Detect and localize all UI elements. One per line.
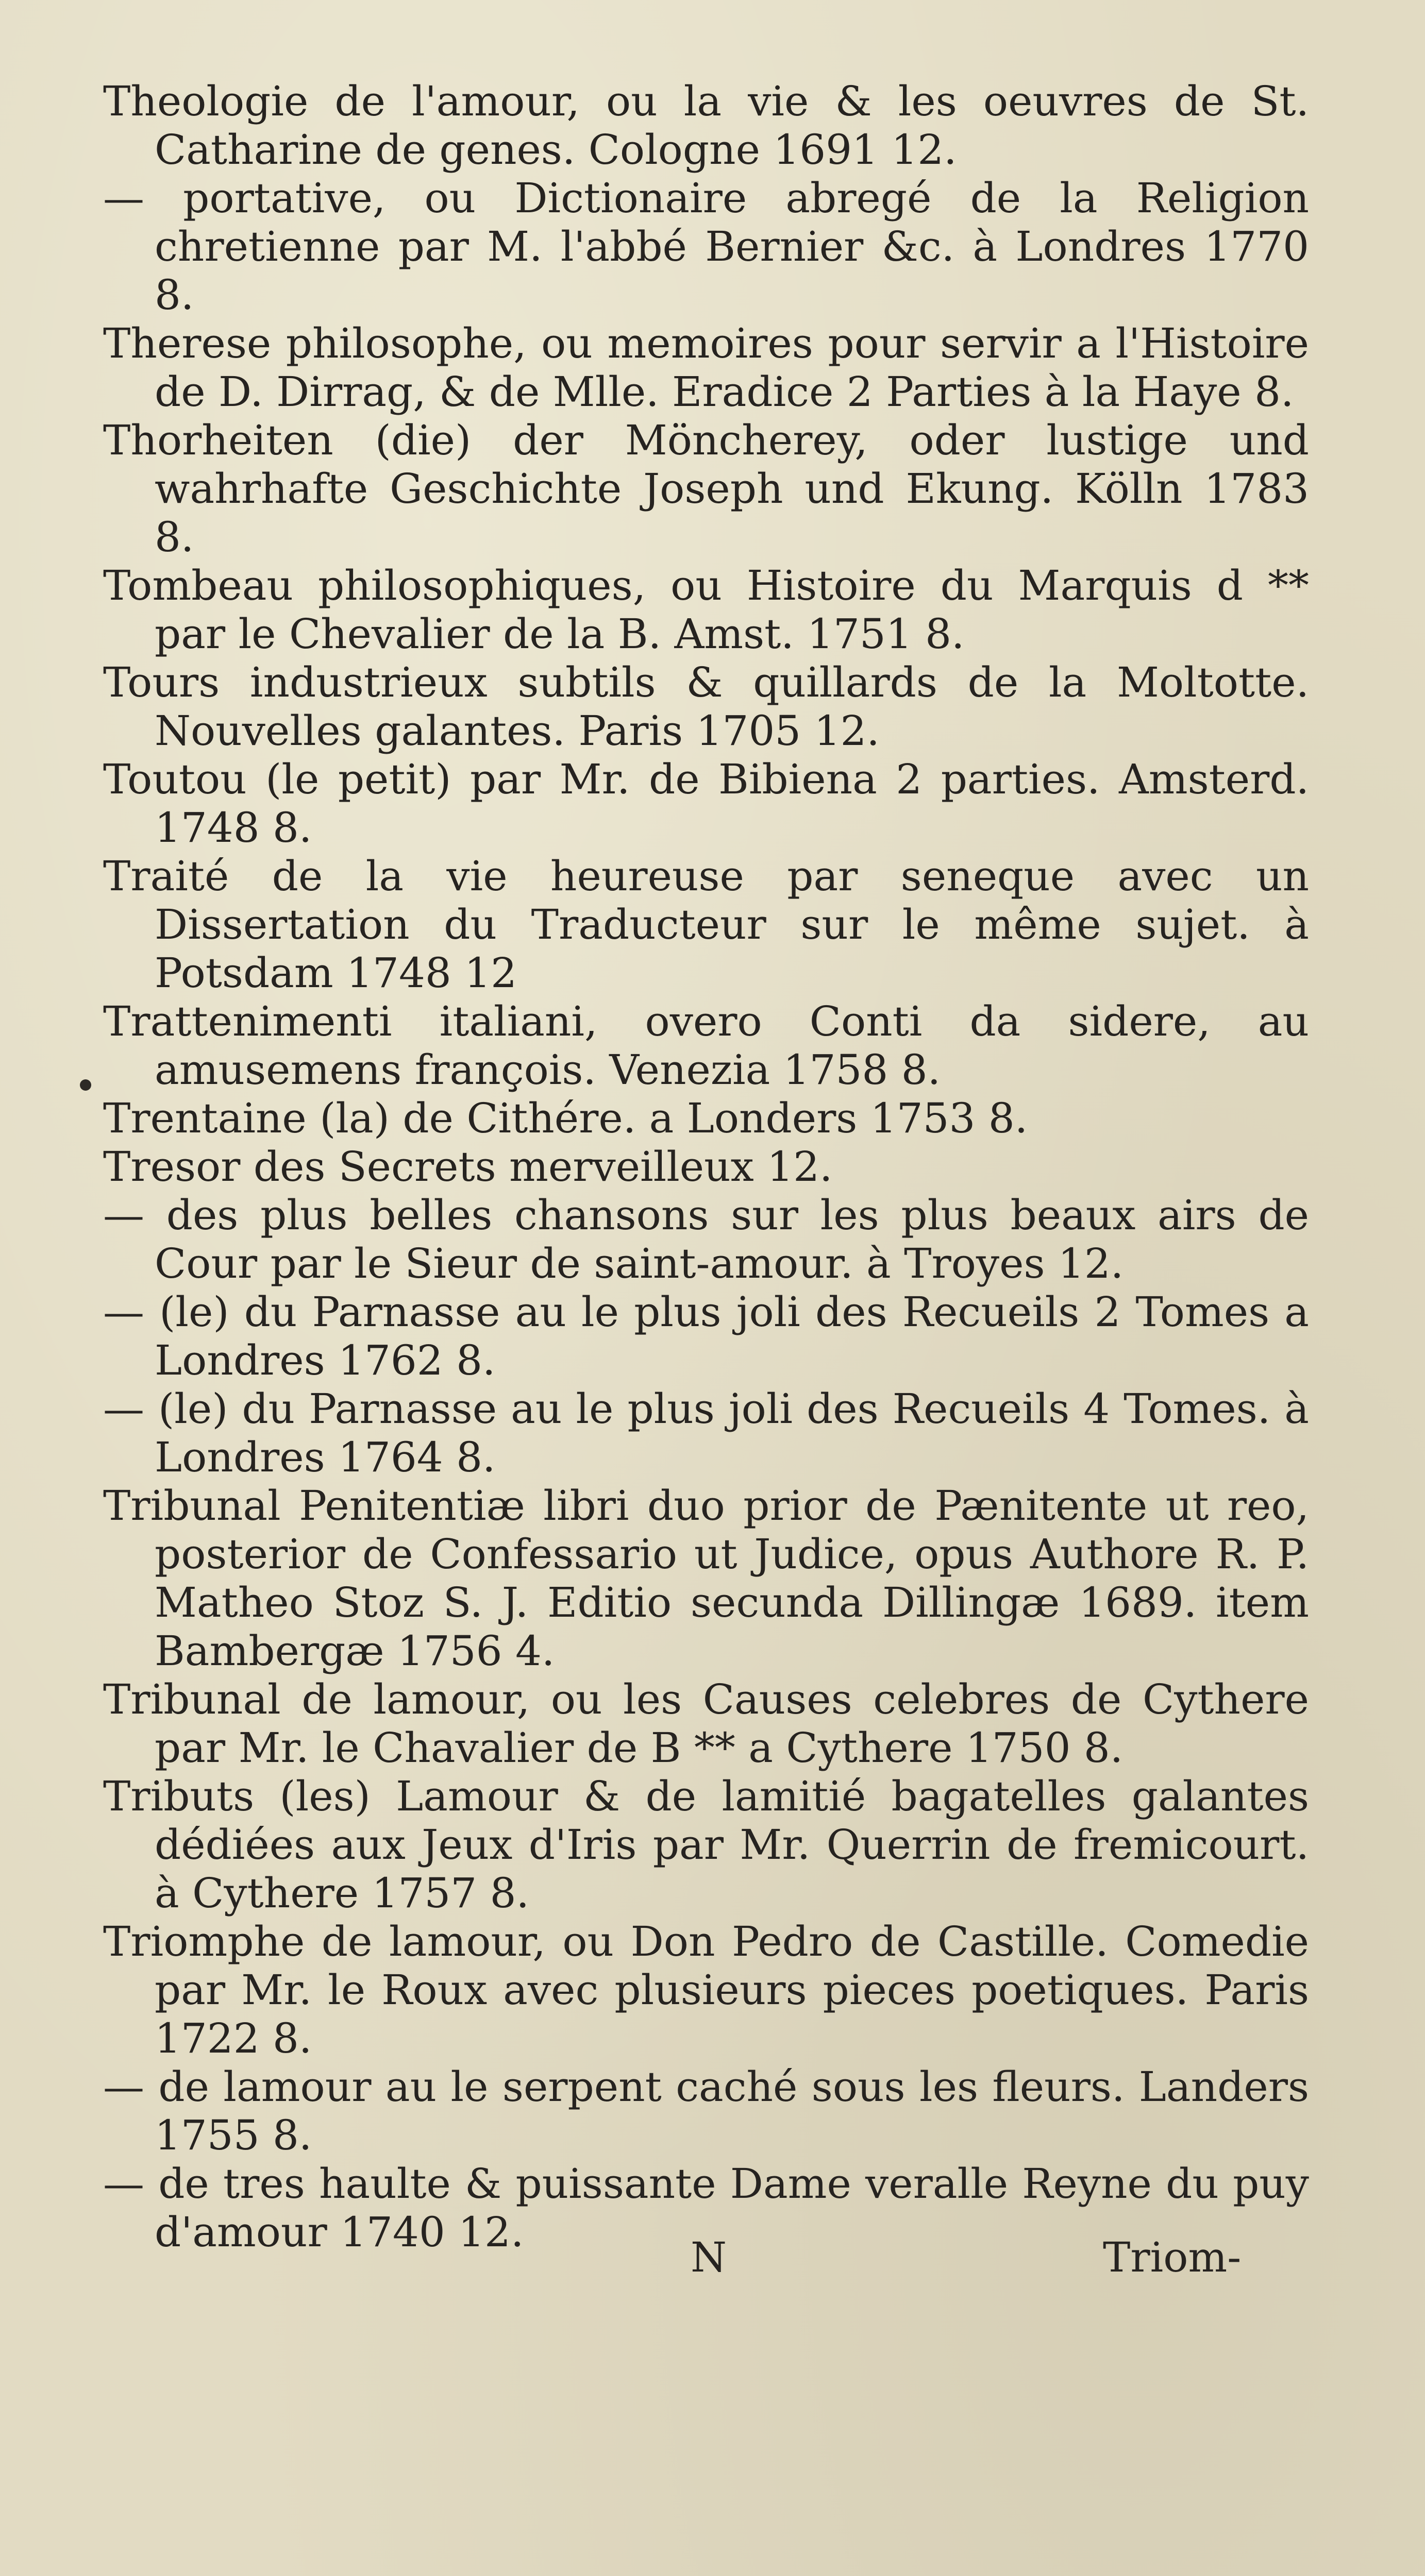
catalog-entry: Tombeau philosophiques, ou Histoire du Marquis d ** par le Chevalier de la B. Amst. 1751 8. xyxy=(103,562,1309,658)
catalog-entry: Therese philosophe, ou memoires pour servir a l'Histoire de D. Dirrag, & de Mlle. Eradice 2 Parties à la Haye 8. xyxy=(103,319,1309,416)
catalog-entry: Tours industrieux subtils & quillards de la Moltotte. Nouvelles galantes. Paris 1705 12. xyxy=(103,658,1309,755)
catalog-entry: Trattenimenti italiani, overo Conti da sidere, au amusemens françois. Venezia 1758 8. xyxy=(103,997,1309,1094)
catalog-entry: Tresor des Secrets merveilleux 12. xyxy=(103,1143,833,1191)
catalog-entry: Triomphe de lamour, ou Don Pedro de Castille. Comedie par Mr. le Roux avec plusieurs pieces poetiques. Paris 1722 8. xyxy=(103,1918,1309,2062)
catalog-entry: — (le) du Parnasse au le plus joli des Recueils 4 Tomes. à Londres 1764 8. xyxy=(103,1385,1309,1481)
page-footer xyxy=(0,2233,1425,2295)
catalog-entry: Traité de la vie heureuse par seneque avec un Dissertation du Traducteur sur le même sujet. à Potsdam 1748 12 xyxy=(103,852,1309,997)
catalog-entry: Tribunal Penitentiæ libri duo prior de Pænitente ut reo, posterior de Confessario ut Judice, opus Authore R. P. Matheo Stoz S. J. Editio secunda Dillingæ 1689. item Bambergæ 1756 4. xyxy=(103,1482,1309,1675)
catalog-entry: — (le) du Parnasse au le plus joli des Recueils 2 Tomes a Londres 1762 8. xyxy=(103,1288,1309,1384)
catalog-entry: Tribunal de lamour, ou les Causes celebres de Cythere par Mr. le Chavalier de B ** a Cythere 1750 8. xyxy=(103,1675,1309,1772)
entry-list xyxy=(103,77,1309,2257)
catalog-entry: Tributs (les) Lamour & de lamitié bagatelles galantes dédiées aux Jeux d'Iris par Mr. Querrin de fremicourt. à Cythere 1757 8. xyxy=(103,1772,1309,1917)
catalog-entry: Thorheiten (die) der Möncherey, oder lustige und wahrhafte Geschichte Joseph und Ekung. Kölln 1783 8. xyxy=(103,416,1309,561)
catalog-entry: Trentaine (la) de Cithére. a Londers 1753 8. xyxy=(103,1094,1028,1142)
ink-dot-mark xyxy=(80,1079,91,1091)
catchword: Triom- xyxy=(1103,2233,1242,2281)
catalog-entry: — de lamour au le serpent caché sous les fleurs. Landers 1755 8. xyxy=(103,2063,1309,2159)
catalog-entry: Theologie de l'amour, ou la vie & les oeuvres de St. Catharine de genes. Cologne 1691 12. xyxy=(103,77,1309,174)
signature-mark: N xyxy=(691,2233,727,2281)
catalog-entry: Toutou (le petit) par Mr. de Bibiena 2 parties. Amsterd. 1748 8. xyxy=(103,755,1309,852)
catalog-entry: — de tres haulte & puissante Dame veralle Reyne du puy d'amour 1740 12. xyxy=(103,2160,1309,2256)
catalog-entry: — des plus belles chansons sur les plus beaux airs de Cour par le Sieur de saint-amour. à Troyes 12. xyxy=(103,1191,1309,1287)
catalog-entry: — portative, ou Dictionaire abregé de la Religion chretienne par M. l'abbé Bernier &c. à Londres 1770 8. xyxy=(103,174,1309,319)
